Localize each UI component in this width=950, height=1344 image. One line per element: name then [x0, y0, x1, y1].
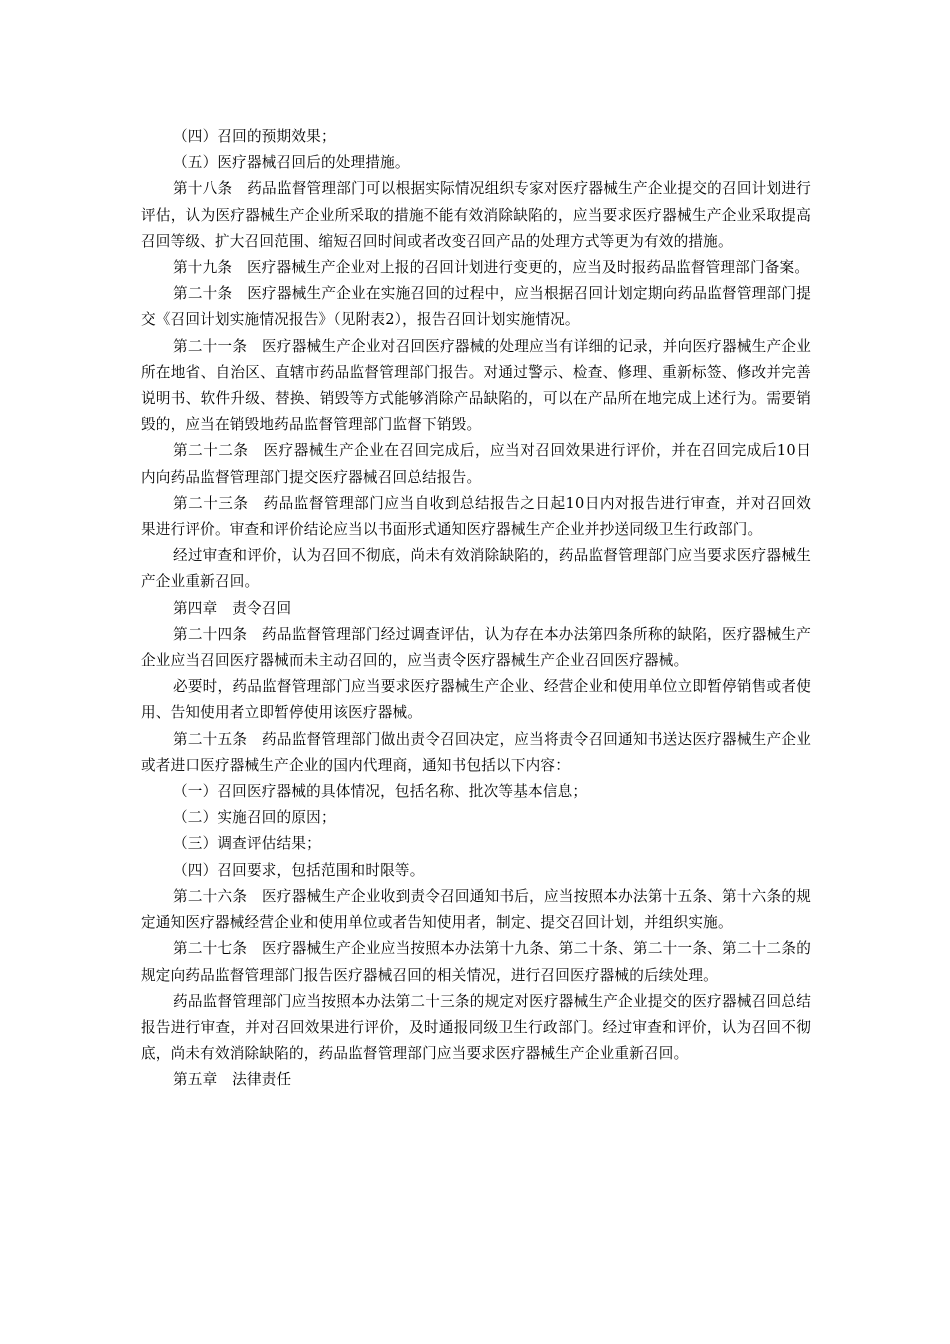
article-18: 第十八条 药品监督管理部门可以根据实际情况组织专家对医疗器械生产企业提交的召回计划进行评估，认为医疗器械生产企业所采取的措施不能有效消除缺陷的，应当要求医疗器械生产企业采取提高召回等级、扩大召回范围、缩短召回时间或者改变召回产品的处理方式等更为有效的措施。 — [141, 180, 811, 250]
article-23: 第二十三条 药品监督管理部门应当自收到总结报告之日起10日内对报告进行审查，并对召回效果进行评价。审查和评价结论应当以书面形式通知医疗器械生产企业并抄送同级卫生行政部门。 — [141, 494, 811, 539]
list-item: （四）召回的预期效果； — [173, 128, 336, 145]
article-23-continued: 经过审查和评价，认为召回不彻底，尚未有效消除缺陷的，药品监督管理部门应当要求医疗器械生产企业重新召回。 — [141, 547, 811, 591]
article-19: 第十九条 医疗器械生产企业对上报的召回计划进行变更的，应当及时报药品监督管理部门备案。 — [173, 259, 810, 277]
article-20: 第二十条 医疗器械生产企业在实施召回的过程中，应当根据召回计划定期向药品监督管理部门提交《召回计划实施情况报告》（见附表2），报告召回计划实施情况。 — [141, 285, 811, 329]
chapter-5-heading: 第五章 法律责任 — [173, 1071, 292, 1089]
list-item: （三）调查评估结果； — [173, 835, 321, 853]
document-body — [141, 124, 811, 1094]
article-24: 第二十四条 药品监督管理部门经过调查评估，认为存在本办法第四条所称的缺陷，医疗器械生产企业应当召回医疗器械而未主动召回的，应当责令医疗器械生产企业召回医疗器械。 — [141, 625, 811, 670]
list-item: （四）召回要求，包括范围和时限等。 — [173, 861, 425, 879]
list-item: （二）实施召回的原因； — [173, 809, 336, 827]
article-26: 第二十六条 医疗器械生产企业收到责令召回通知书后，应当按照本办法第十五条、第十六条的规定通知医疗器械经营企业和使用单位或者告知使用者，制定、提交召回计划，并组织实施。 — [141, 887, 811, 932]
article-25: 第二十五条 药品监督管理部门做出责令召回决定，应当将责令召回通知书送达医疗器械生产企业或者进口医疗器械生产企业的国内代理商，通知书包括以下内容： — [141, 730, 811, 774]
article-21: 第二十一条 医疗器械生产企业对召回医疗器械的处理应当有详细的记录，并向医疗器械生产企业所在地省、自治区、直辖市药品监督管理部门报告。对通过警示、检查、修理、重新标签、修改并完善说明书、软件升级、替换、销毁等方式能够消除产品缺陷的，可以在产品所在地完成上述行为。需要销毁的，应当在销毁地药品监督管理部门监督下销毁。 — [141, 337, 811, 434]
article-22: 第二十二条 医疗器械生产企业在召回完成后，应当对召回效果进行评价，并在召回完成后10日内向药品监督管理部门提交医疗器械召回总结报告。 — [141, 442, 811, 486]
list-item: （一）召回医疗器械的具体情况，包括名称、批次等基本信息； — [173, 783, 588, 801]
article-27: 第二十七条 医疗器械生产企业应当按照本办法第十九条、第二十条、第二十一条、第二十二条的规定向药品监督管理部门报告医疗器械召回的相关情况，进行召回医疗器械的后续处理。 — [141, 940, 811, 984]
article-24-continued: 必要时，药品监督管理部门应当要求医疗器械生产企业、经营企业和使用单位立即暂停销售或者使用、告知使用者立即暂停使用该医疗器械。 — [141, 678, 811, 722]
article-27-continued: 药品监督管理部门应当按照本办法第二十三条的规定对医疗器械生产企业提交的医疗器械召回总结报告进行审查，并对召回效果进行评价，及时通报同级卫生行政部门。经过审查和评价，认为召回不彻底，尚未有效消除缺陷的，药品监督管理部门应当要求医疗器械生产企业重新召回。 — [141, 992, 811, 1063]
list-item: （五）医疗器械召回后的处理措施。 — [173, 154, 410, 172]
chapter-4-heading: 第四章 责令召回 — [173, 599, 292, 617]
